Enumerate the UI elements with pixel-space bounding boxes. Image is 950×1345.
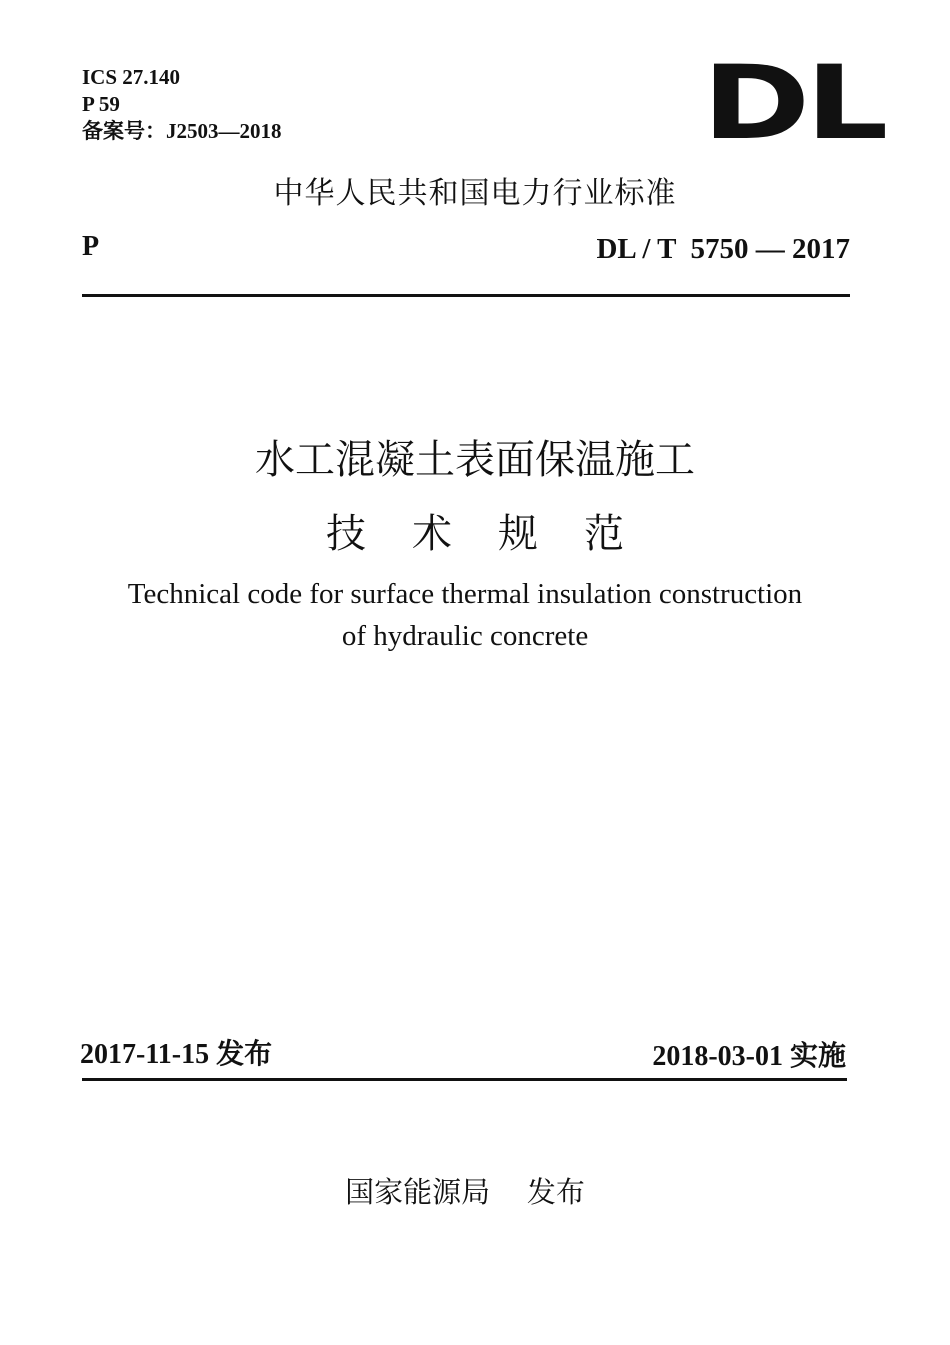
publisher: 国家能源局 发布 <box>345 1175 585 1209</box>
dl-logo: DL <box>702 44 884 163</box>
english-title-line1: Technical code for surface thermal insulation construction <box>127 578 803 610</box>
ics-code: ICS 27.140 <box>82 65 181 89</box>
category-code: P 59 <box>82 92 120 116</box>
top-divider <box>82 294 850 297</box>
chinese-title-line2: 技术规范 <box>326 511 670 557</box>
standard-number: DL / T 5750 — 2017 <box>596 233 850 265</box>
english-title-line2: of hydraulic concrete <box>341 620 589 652</box>
bottom-divider <box>82 1078 847 1081</box>
document-metadata <box>82 64 282 145</box>
issue-date: 2017-11-15 发布 <box>80 1039 273 1070</box>
classification-letter: P <box>82 231 100 262</box>
chinese-title-line1: 水工混凝土表面保温施工 <box>255 437 695 483</box>
record-number: 备案号：J2503—2018 <box>82 119 282 143</box>
industry-standard-heading: 中华人民共和国电力行业标准 <box>273 176 677 211</box>
implementation-date: 2018-03-01 实施 <box>652 1041 846 1072</box>
